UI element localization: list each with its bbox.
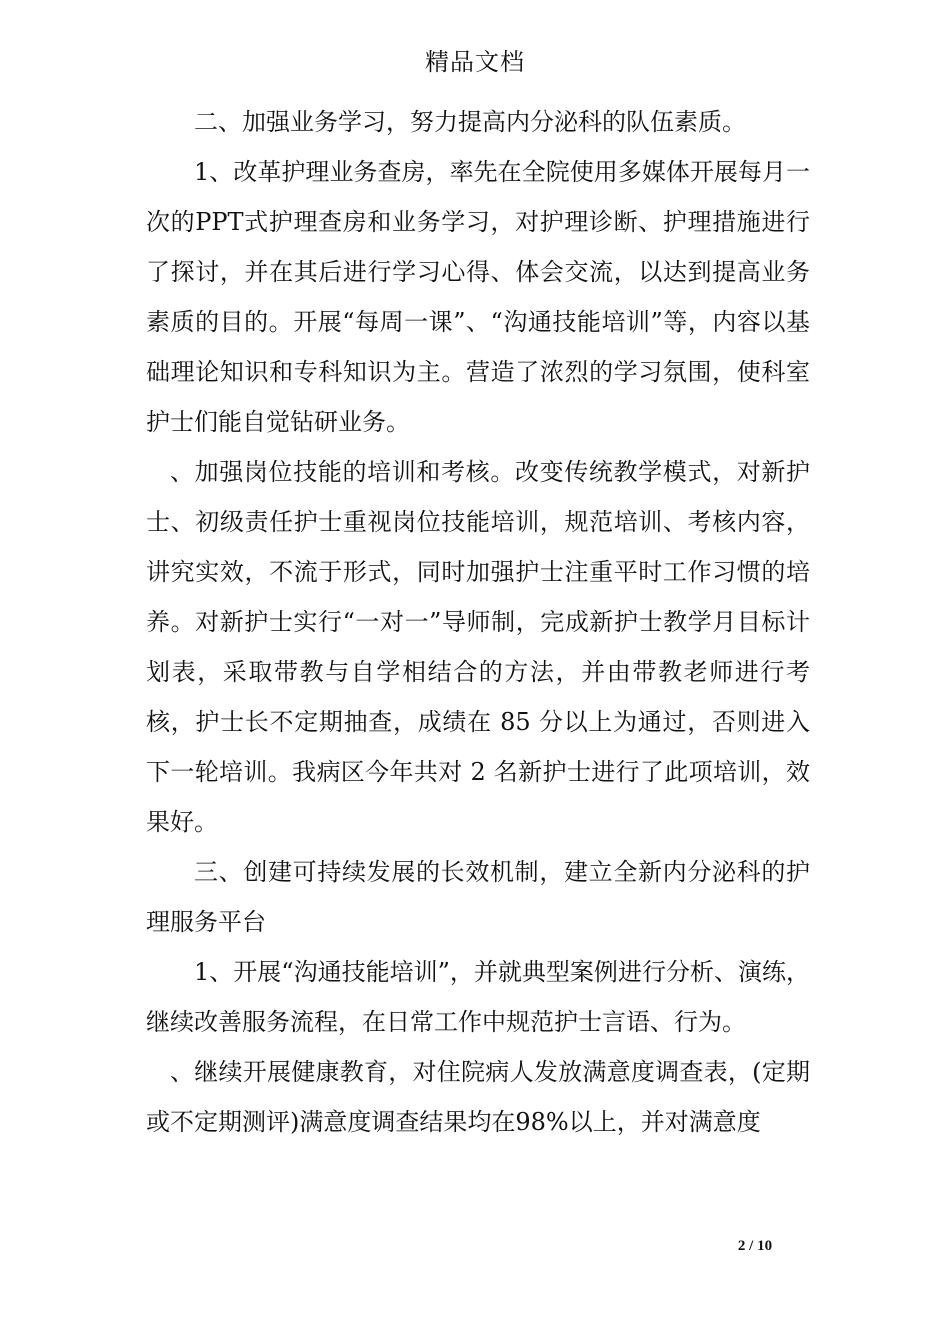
- section-heading-2: 二、加强业务学习，努力提高内分泌科的队伍素质。: [194, 108, 746, 136]
- document-body: [146, 97, 810, 1147]
- paragraph-communication-training: 1、开展“沟通技能培训”，并就典型案例进行分析、演练，继续改善服务流程，在日常工作中规范护士言语、行为。: [146, 958, 810, 1036]
- paragraph-health-education: 、继续开展健康教育，对住院病人发放满意度调查表，(定期或不定期测评)满意度调查结果均在98%以上，并对满意度: [146, 1058, 810, 1136]
- paragraph-ward-rounds: 1、改革护理业务查房，率先在全院使用多媒体开展每月一次的PPT式护理查房和业务学习，对护理诊断、护理措施进行了探讨，并在其后进行学习心得、体会交流，以达到提高业务素质的目的。开展“每周一课”、“沟通技能培训”等，内容以基础理论知识和专科知识为主。营造了浓烈的学习氛围，使科室护士们能自觉钻研业务。: [146, 158, 810, 436]
- paragraph-skills-training: 、加强岗位技能的培训和考核。改变传统教学模式，对新护士、初级责任护士重视岗位技能培训，规范培训、考核内容，讲究实效，不流于形式，同时加强护士注重平时工作习惯的培养。对新护士实行“一对一”导师制，完成新护士教学月目标计划表，采取带教与自学相结合的方法，并由带教老师进行考核，护士长不定期抽查，成绩在 85 分以上为通过，否则进入下一轮培训。我病区今年共对 2 名新护士进行了此项培训，效果好。: [146, 458, 810, 836]
- page-number: 2 / 10: [737, 1238, 773, 1254]
- page-header-title: 精品文档: [425, 48, 525, 76]
- section-heading-3: 三、创建可持续发展的长效机制，建立全新内分泌科的护理服务平台: [146, 858, 810, 936]
